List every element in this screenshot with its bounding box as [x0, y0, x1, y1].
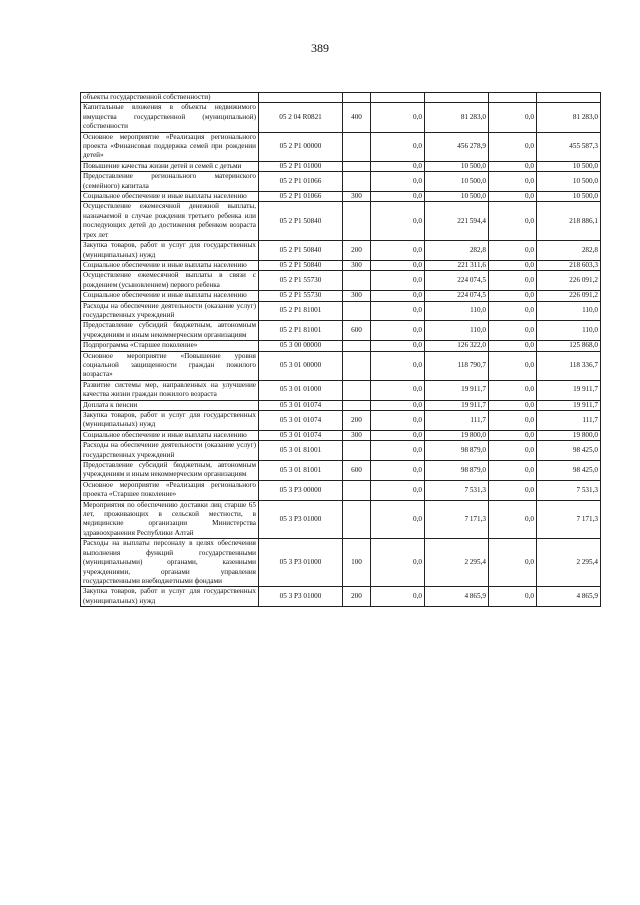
- row-value-3-cell: 0,0: [489, 411, 537, 431]
- row-value-2-cell: 224 074,5: [425, 291, 489, 301]
- row-value-3-cell: 0,0: [489, 351, 537, 380]
- row-value-4-cell: 19 911,7: [537, 380, 601, 400]
- row-expense-type-cell: [343, 271, 371, 291]
- row-code-cell: 05 2 P1 50840: [259, 241, 343, 261]
- row-name-cell: Доплата к пенсии: [81, 400, 259, 410]
- row-name-cell: Закупка товаров, работ и услуг для государственных (муниципальных) нужд: [81, 241, 259, 261]
- row-value-4-cell: 2 295,4: [537, 539, 601, 587]
- row-value-2-cell: 10 500,0: [425, 192, 489, 202]
- row-value-2-cell: 10 500,0: [425, 161, 489, 171]
- row-value-4-cell: 118 336,7: [537, 351, 601, 380]
- row-value-3-cell: 0,0: [489, 202, 537, 241]
- row-name-cell: Закупка товаров, работ и услуг для государственных (муниципальных) нужд: [81, 411, 259, 431]
- row-code-cell: 05 2 04 R0821: [259, 103, 343, 132]
- row-value-4-cell: 98 425,0: [537, 441, 601, 461]
- row-value-3-cell: 0,0: [489, 241, 537, 261]
- row-code-cell: 05 2 P1 01000: [259, 161, 343, 171]
- row-expense-type-cell: [343, 341, 371, 351]
- row-value-1-cell: [371, 93, 425, 103]
- row-name-cell: Предоставление субсидий бюджетным, автономным учреждениям и иным некоммерческим организациям: [81, 321, 259, 341]
- row-expense-type-cell: [343, 172, 371, 192]
- table-row: [81, 500, 601, 539]
- row-expense-type-cell: 600: [343, 321, 371, 341]
- row-value-1-cell: 0,0: [371, 461, 425, 481]
- row-value-2-cell: 110,0: [425, 301, 489, 321]
- row-value-1-cell: 0,0: [371, 291, 425, 301]
- table-row: [81, 241, 601, 261]
- row-value-1-cell: 0,0: [371, 341, 425, 351]
- row-value-2-cell: 7 531,3: [425, 480, 489, 500]
- row-expense-type-cell: [343, 93, 371, 103]
- row-value-2-cell: 118 790,7: [425, 351, 489, 380]
- row-expense-type-cell: [343, 351, 371, 380]
- row-code-cell: 05 3 00 00000: [259, 341, 343, 351]
- row-code-cell: 05 2 P1 01066: [259, 192, 343, 202]
- row-expense-type-cell: 300: [343, 430, 371, 440]
- row-value-4-cell: 110,0: [537, 301, 601, 321]
- row-value-4-cell: 98 425,0: [537, 461, 601, 481]
- row-value-4-cell: 10 500,0: [537, 172, 601, 192]
- row-value-2-cell: 98 879,0: [425, 461, 489, 481]
- table-row: [81, 93, 601, 103]
- table-row: [81, 411, 601, 431]
- row-code-cell: 05 3 01 01000: [259, 380, 343, 400]
- row-value-1-cell: 0,0: [371, 301, 425, 321]
- row-expense-type-cell: [343, 441, 371, 461]
- row-value-2-cell: 19 800,0: [425, 430, 489, 440]
- row-value-1-cell: 0,0: [371, 132, 425, 161]
- row-name-cell: Капитальные вложения в объекты недвижимого имущества государственной (муниципальной) собственности: [81, 103, 259, 132]
- row-value-2-cell: 221 594,4: [425, 202, 489, 241]
- row-name-cell: Социальное обеспечение и иные выплаты населению: [81, 430, 259, 440]
- row-name-cell: Социальное обеспечение и иные выплаты населению: [81, 192, 259, 202]
- row-code-cell: 05 2 P1 81001: [259, 321, 343, 341]
- row-value-4-cell: 19 911,7: [537, 400, 601, 410]
- row-value-1-cell: 0,0: [371, 260, 425, 270]
- row-code-cell: 05 3 01 00000: [259, 351, 343, 380]
- table-row: [81, 301, 601, 321]
- row-value-1-cell: 0,0: [371, 411, 425, 431]
- table-row: [81, 400, 601, 410]
- row-value-3-cell: 0,0: [489, 380, 537, 400]
- row-value-3-cell: 0,0: [489, 587, 537, 607]
- row-value-1-cell: 0,0: [371, 480, 425, 500]
- row-name-cell: Развитие системы мер, направленных на улучшение качества жизни граждан пожилого возраста: [81, 380, 259, 400]
- row-name-cell: Предоставление субсидий бюджетным, автономным учреждениям и иным некоммерческим организациям: [81, 461, 259, 481]
- row-code-cell: 05 3 01 81001: [259, 461, 343, 481]
- row-name-cell: Социальное обеспечение и иные выплаты населению: [81, 291, 259, 301]
- row-value-3-cell: 0,0: [489, 341, 537, 351]
- row-value-2-cell: 282,8: [425, 241, 489, 261]
- row-value-4-cell: 10 500,0: [537, 161, 601, 171]
- row-value-1-cell: 0,0: [371, 400, 425, 410]
- row-code-cell: 05 2 P1 00000: [259, 132, 343, 161]
- row-expense-type-cell: [343, 480, 371, 500]
- row-value-3-cell: 0,0: [489, 260, 537, 270]
- row-expense-type-cell: [343, 400, 371, 410]
- row-value-3-cell: 0,0: [489, 539, 537, 587]
- row-value-4-cell: 19 800,0: [537, 430, 601, 440]
- row-name-cell: объекты государственной собственности): [81, 93, 259, 103]
- row-expense-type-cell: [343, 380, 371, 400]
- budget-table: [80, 92, 601, 607]
- row-value-3-cell: 0,0: [489, 192, 537, 202]
- table-row: [81, 161, 601, 171]
- row-value-3-cell: 0,0: [489, 301, 537, 321]
- row-name-cell: Осуществление ежемесячной денежной выплаты, назначаемой в случае рождения третьего ребенка или последующих детей до достижения ребенком возраста трех лет: [81, 202, 259, 241]
- row-code-cell: 05 3 P3 01000: [259, 587, 343, 607]
- row-code-cell: [259, 93, 343, 103]
- row-expense-type-cell: 200: [343, 411, 371, 431]
- row-value-1-cell: 0,0: [371, 430, 425, 440]
- row-value-1-cell: 0,0: [371, 539, 425, 587]
- row-code-cell: 05 3 P3 01000: [259, 500, 343, 539]
- row-value-4-cell: 111,7: [537, 411, 601, 431]
- row-value-4-cell: 226 091,2: [537, 291, 601, 301]
- table-row: [81, 539, 601, 587]
- row-name-cell: Расходы на выплаты персоналу в целях обеспечения выполнения функций государственными (муниципальными) органами, казенными учреждениями, органами управления государственными внебюджетными фондами: [81, 539, 259, 587]
- table-row: [81, 291, 601, 301]
- row-value-3-cell: 0,0: [489, 271, 537, 291]
- row-value-4-cell: 455 587,3: [537, 132, 601, 161]
- row-value-1-cell: 0,0: [371, 161, 425, 171]
- row-value-1-cell: 0,0: [371, 271, 425, 291]
- row-value-2-cell: 7 171,3: [425, 500, 489, 539]
- table-row: [81, 321, 601, 341]
- row-value-1-cell: 0,0: [371, 172, 425, 192]
- row-value-1-cell: 0,0: [371, 587, 425, 607]
- table-row: [81, 172, 601, 192]
- row-value-3-cell: [489, 93, 537, 103]
- row-code-cell: 05 2 P1 55730: [259, 271, 343, 291]
- table-row: [81, 103, 601, 132]
- table-row: [81, 461, 601, 481]
- row-value-3-cell: 0,0: [489, 400, 537, 410]
- row-name-cell: Осуществление ежемесячной выплаты в связи с рождением (усыновлением) первого ребенка: [81, 271, 259, 291]
- row-value-1-cell: 0,0: [371, 202, 425, 241]
- row-name-cell: Социальное обеспечение и иные выплаты населению: [81, 260, 259, 270]
- row-value-3-cell: 0,0: [489, 441, 537, 461]
- row-code-cell: 05 2 P1 50840: [259, 260, 343, 270]
- row-value-1-cell: 0,0: [371, 192, 425, 202]
- row-code-cell: 05 3 01 01074: [259, 400, 343, 410]
- row-name-cell: Мероприятия по обеспечению доставки лиц старше 65 лет, проживающих в сельской местности, в медицинские организации Министерства здравоохранения Республики Алтай: [81, 500, 259, 539]
- row-value-4-cell: 4 865,9: [537, 587, 601, 607]
- row-value-1-cell: 0,0: [371, 321, 425, 341]
- row-value-3-cell: 0,0: [489, 480, 537, 500]
- row-value-2-cell: 110,0: [425, 321, 489, 341]
- row-name-cell: Подпрограмма «Старшее поколение»: [81, 341, 259, 351]
- row-expense-type-cell: 300: [343, 260, 371, 270]
- row-expense-type-cell: [343, 500, 371, 539]
- row-code-cell: 05 3 P3 00000: [259, 480, 343, 500]
- row-value-2-cell: 221 311,6: [425, 260, 489, 270]
- row-value-4-cell: 7 531,3: [537, 480, 601, 500]
- row-value-3-cell: 0,0: [489, 500, 537, 539]
- row-name-cell: Основное мероприятие «Повышение уровня социальной защищенности граждан пожилого возраста»: [81, 351, 259, 380]
- row-value-3-cell: 0,0: [489, 161, 537, 171]
- row-code-cell: 05 2 P1 01066: [259, 172, 343, 192]
- row-expense-type-cell: 200: [343, 241, 371, 261]
- row-value-4-cell: [537, 93, 601, 103]
- row-expense-type-cell: 400: [343, 103, 371, 132]
- row-value-2-cell: 19 911,7: [425, 380, 489, 400]
- table-row: [81, 260, 601, 270]
- row-value-3-cell: 0,0: [489, 430, 537, 440]
- row-value-2-cell: 126 322,0: [425, 341, 489, 351]
- row-value-2-cell: 19 911,7: [425, 400, 489, 410]
- row-value-4-cell: 218 886,1: [537, 202, 601, 241]
- row-value-2-cell: 4 865,9: [425, 587, 489, 607]
- row-value-2-cell: 98 879,0: [425, 441, 489, 461]
- table-row: [81, 132, 601, 161]
- row-value-1-cell: 0,0: [371, 351, 425, 380]
- row-code-cell: 05 3 P3 01000: [259, 539, 343, 587]
- table-row: [81, 380, 601, 400]
- row-value-3-cell: 0,0: [489, 461, 537, 481]
- table-row: [81, 587, 601, 607]
- table-row: [81, 202, 601, 241]
- row-value-3-cell: 0,0: [489, 103, 537, 132]
- row-value-4-cell: 282,8: [537, 241, 601, 261]
- row-value-4-cell: 110,0: [537, 321, 601, 341]
- row-name-cell: Закупка товаров, работ и услуг для государственных (муниципальных) нужд: [81, 587, 259, 607]
- row-code-cell: 05 2 P1 55730: [259, 291, 343, 301]
- row-expense-type-cell: [343, 161, 371, 171]
- row-code-cell: 05 3 01 81001: [259, 441, 343, 461]
- table-row: [81, 351, 601, 380]
- row-value-2-cell: [425, 93, 489, 103]
- row-code-cell: 05 3 01 01074: [259, 430, 343, 440]
- row-value-3-cell: 0,0: [489, 132, 537, 161]
- row-code-cell: 05 2 P1 50840: [259, 202, 343, 241]
- row-value-2-cell: 111,7: [425, 411, 489, 431]
- row-name-cell: Расходы на обеспечение деятельности (оказание услуг) государственных учреждений: [81, 301, 259, 321]
- row-code-cell: 05 2 P1 81001: [259, 301, 343, 321]
- row-value-1-cell: 0,0: [371, 380, 425, 400]
- row-expense-type-cell: 600: [343, 461, 371, 481]
- row-name-cell: Основное мероприятие «Реализация регионального проекта «Старшее поколение»: [81, 480, 259, 500]
- table-body: [81, 93, 601, 607]
- row-value-1-cell: 0,0: [371, 441, 425, 461]
- row-value-1-cell: 0,0: [371, 500, 425, 539]
- row-name-cell: Повышение качества жизни детей и семей с детьми: [81, 161, 259, 171]
- row-expense-type-cell: 300: [343, 291, 371, 301]
- row-value-2-cell: 456 278,9: [425, 132, 489, 161]
- table-row: [81, 441, 601, 461]
- row-expense-type-cell: 100: [343, 539, 371, 587]
- row-name-cell: Основное мероприятие «Реализация регионального проекта «Финансовая поддержка семей при рождении детей»: [81, 132, 259, 161]
- row-value-3-cell: 0,0: [489, 172, 537, 192]
- row-value-4-cell: 10 500,0: [537, 192, 601, 202]
- row-expense-type-cell: [343, 132, 371, 161]
- row-expense-type-cell: 300: [343, 192, 371, 202]
- row-value-4-cell: 226 091,2: [537, 271, 601, 291]
- row-name-cell: Предоставление регионального материнского (семейного) капитала: [81, 172, 259, 192]
- row-value-2-cell: 224 074,5: [425, 271, 489, 291]
- row-value-4-cell: 81 283,0: [537, 103, 601, 132]
- row-value-3-cell: 0,0: [489, 291, 537, 301]
- row-value-2-cell: 81 283,0: [425, 103, 489, 132]
- table-row: [81, 430, 601, 440]
- table-row: [81, 480, 601, 500]
- row-name-cell: Расходы на обеспечение деятельности (оказание услуг) государственных учреждений: [81, 441, 259, 461]
- page-number: 389: [311, 41, 329, 55]
- table-row: [81, 192, 601, 202]
- row-value-4-cell: 125 868,0: [537, 341, 601, 351]
- row-code-cell: 05 3 01 01074: [259, 411, 343, 431]
- row-value-1-cell: 0,0: [371, 241, 425, 261]
- row-value-2-cell: 2 295,4: [425, 539, 489, 587]
- row-value-4-cell: 7 171,3: [537, 500, 601, 539]
- row-expense-type-cell: 200: [343, 587, 371, 607]
- table-row: [81, 271, 601, 291]
- row-value-2-cell: 10 500,0: [425, 172, 489, 192]
- row-value-3-cell: 0,0: [489, 321, 537, 341]
- row-expense-type-cell: [343, 301, 371, 321]
- row-value-4-cell: 218 603,3: [537, 260, 601, 270]
- row-expense-type-cell: [343, 202, 371, 241]
- table-row: [81, 341, 601, 351]
- row-value-1-cell: 0,0: [371, 103, 425, 132]
